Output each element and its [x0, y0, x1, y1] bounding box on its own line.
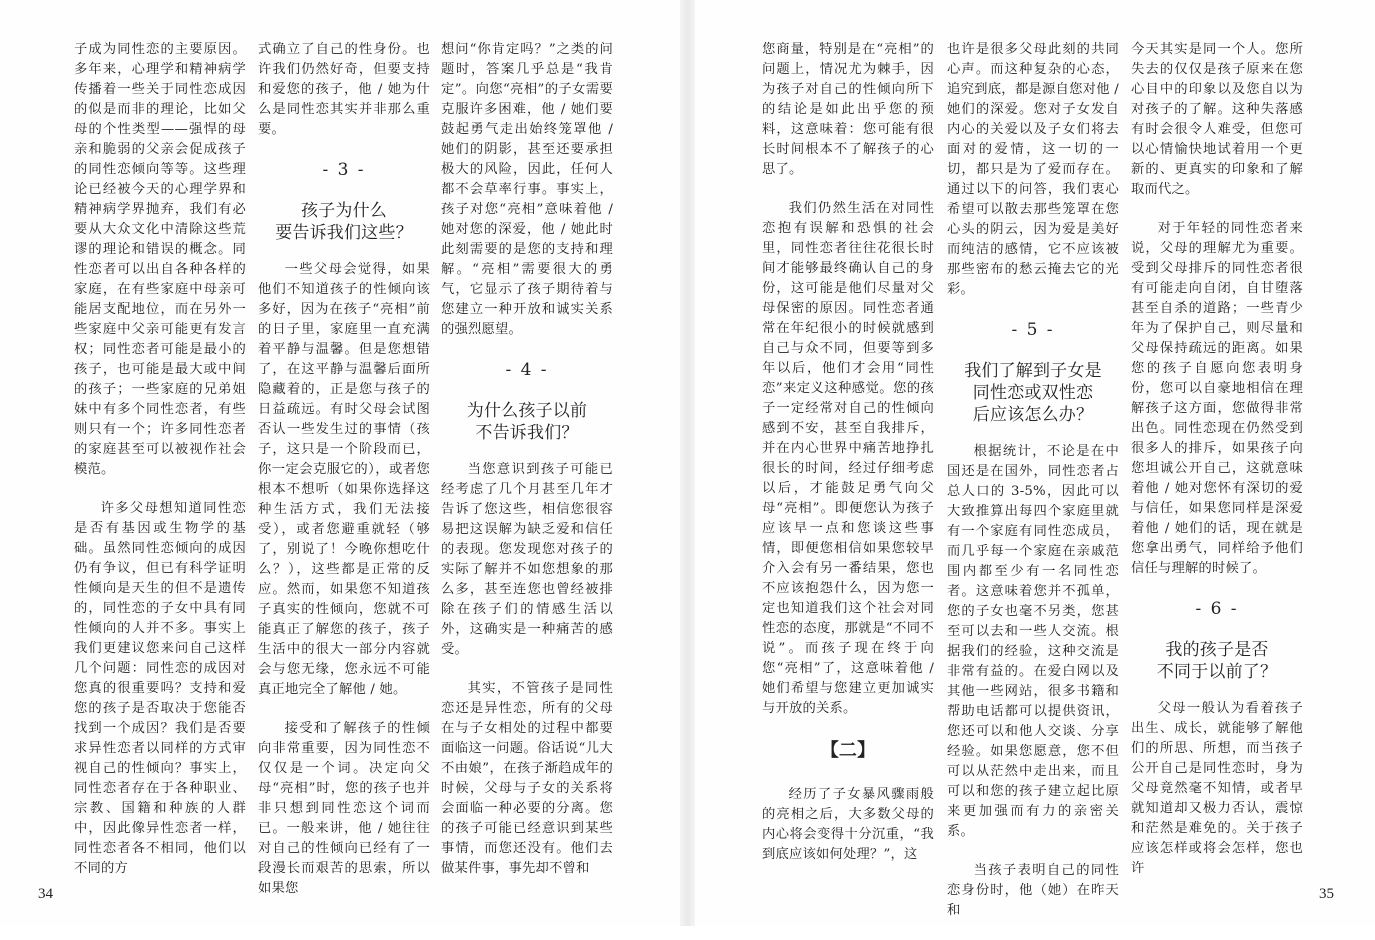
section-title-line: 不告诉我们？ [475, 423, 579, 443]
paragraph: 一些父母会觉得，如果他们不知道孩子的性倾向该多好，因为在孩子“亮相”前的日子里，家庭里一直充满着平静与温馨。但是您想错了，在这平静与温馨后面所隐藏着的，正是您与孩子的日益疏远。有时父母会试图否认一些发生过的事情（孩子，这只是一个阶段而已，你一定会克服它的），或者您根本不想听（如果你选择这种生活方式，我们无法接受），或者您避重就轻（够了，别说了！今晚你想吃什么？），这些都是正常的反应。然而，如果您不知道孩子真实的性倾向，您就不可能真正了解您的孩子，孩子生活中的很大一部分内容就会与您无缘，您永远不可能真正地完全了解他 / 她。 [258, 262, 430, 697]
paragraph: 父母一般认为看着孩子出生、成长，就能够了解他们的所思、所想，而当孩子公开自己是同性恋时，身为父母竟然毫不知情，或者早就知道却又极力否认，震惊和茫然是难免的。关于孩子应该怎样或将会怎样，您也许 [1131, 701, 1303, 876]
section-title-line: 不同于以前了？ [1156, 662, 1278, 682]
section-title-line: 为什么孩子以前 [466, 401, 588, 421]
paragraph: 想问“你肯定吗？”之类的问题时，答案几乎总是“我肯定”。向您“亮相”的子女需要克服许多困难，他 / 她们要鼓起勇气走出始终笼罩他 / 她们的阴影，甚至还要承担极大的风险，因此，任何人都不会草率行事。事实上，孩子对您“亮相”意味着他 / 她对您的深爱，他 / 她此时此刻需要的是您的支持和理解。“亮相”需要很大的勇气，它显示了孩子期待着与您建立一种开放和诚实关系的强烈愿望。 [441, 42, 613, 337]
section-title-line: 后应该怎么办？ [972, 405, 1094, 425]
column-3 [441, 40, 613, 898]
paragraph: 当孩子表明自己的同性恋身份时，他（她）在昨天和 [947, 863, 1119, 918]
paragraph: 对于年轻的同性恋者来说，父母的理解尤为重要。受到父母排斥的同性恋者很有可能走向自闭，自甘堕落甚至自杀的道路；一些青少年为了保护自己，则尽量和父母保持疏远的距离。如果您的孩子自愿向您表明身份，您可以自豪地相信在理解孩子这方面，您做得非常出色。同性恋现在仍然受到很多人的排斥，如果孩子向您坦诚公开自己，这就意味着他 / 她对您怀有深切的爱与信任，如果您同样是深爱着他 / 她们的话，现在就是您拿出勇气，同样给予他们信任与理解的时候了。 [1131, 221, 1303, 576]
column-6 [1131, 40, 1303, 898]
paragraph: 当您意识到孩子可能已经考虑了几个月甚至几年才告诉了您这些，相信您很容易把这误解为缺乏爱和信任的表现。您发现您对孩子的实际了解并不如您想象的那么多，甚至连您也曾经被排除在孩子们的情感生活以外，这确实是一种痛苦的感受。 [441, 462, 613, 657]
column-1 [74, 40, 246, 898]
section-number: - 4 - [505, 360, 549, 380]
section-title-line: 孩子为什么 [301, 201, 387, 221]
section-title [258, 200, 430, 244]
section-number: - 6 - [1195, 599, 1239, 619]
paragraph: 今天其实是同一个人。您所失去的仅仅是孩子原来在您心目中的印象以及您自以为对孩子的了解。这种失落感有时会很令人难受，但您可以心情愉快地试着用一个更新的、更真实的印象和了解取而代之。 [1131, 42, 1303, 197]
section-number: - 3 - [322, 160, 366, 180]
section-title [1131, 639, 1303, 683]
section-title-line: 同性恋或双性恋 [972, 383, 1094, 403]
section-bracket-heading: 【二】 [820, 740, 876, 761]
paragraph: 经历了子女暴风骤雨般的亮相之后，大多数父母的内心将会变得十分沉重，“我到底应该如何处理？”，这 [762, 787, 934, 862]
column-5 [947, 40, 1119, 940]
paragraph: 也许是很多父母此刻的共同心声。而这种复杂的心态，追究到底，都是源自您对他 / 她们的深爱。您对子女发自内心的关爱以及子女们将去面对的爱情，这一切的一切，都只是为了爱而存在。通过以下的问答，我们衷心希望可以散去那些笼罩在您心头的阴云，因为爱是美好而纯洁的感情，它不应该被那些密布的愁云掩去它的光彩。 [947, 42, 1119, 297]
section-title-line: 我们了解到子女是 [964, 361, 1102, 381]
column-4 [762, 40, 934, 884]
page-number-left: 34 [38, 886, 53, 902]
paragraph: 根据统计，不论是在中国还是在国外，同性恋者占总人口的 3-5%，因此可以大致推算出每四个家庭里就有一个家庭有同性恋成员，而几乎每一个家庭在亲戚范围内都至少有一名同性恋者。这意味着您并不孤单，您的子女也毫不另类，您甚至可以去和一些人交流。根据我们的经验，这种交流是非常有益的。在爱白网以及其他一些网站，很多书籍和帮助电话都可以提供资讯，您还可以和他人交谈、分享经验。如果您愿意，您不但可以从茫然中走出来，而且可以和您的孩子建立起比原来更加强而有力的亲密关系。 [947, 444, 1119, 839]
page-number-right: 35 [1319, 886, 1334, 902]
section-title-line: 我的孩子是否 [1165, 640, 1269, 660]
section-number: - 5 - [1011, 320, 1055, 340]
paragraph: 许多父母想知道同性恋是否有基因或生物学的基础。虽然同性恋倾向的成因仍有争议，但已有科学证明性倾向是天生的但不是遗传的，同性恋的子女中具有同性倾向的人并不多。事实上我们更建议您来问自己这样几个问题：同性恋的成因对您真的很重要吗？支持和爱您的孩子是否取决于您能否找到一个成因？我们是否要求异性恋者以同样的方式审视自己的性倾向？事实上，同性恋者存在于各种职业、宗教、国籍和种族的人群中，因此像异性恋者一样，同性恋者各不相同，他们以不同的方 [74, 501, 246, 876]
paragraph: 我们仍然生活在对同性恋抱有误解和恐惧的社会里，同性恋者往往花很长时间才能够最终确认自己的身份，这可能是他们尽量对父母保密的原因。同性恋者通常在年纪很小的时候就感到自己与众不同，但要等到多年以后，他们才会用“同性恋”来定义这种感觉。您的孩子一定经常对自己的性倾向感到不安，甚至自我排斥，并在内心世界中痛苦地挣扎很长的时间，经过仔细考虑以后，才能鼓足勇气向父母“亮相”。即便您认为孩子应该早一点和您谈这些事情，即便您相信如果您较早介入会有另一番结果，您也不应该抱怨什么，因为您一定也知道我们这个社会对同性恋的态度，那就是“不同不说”。而孩子现在终于向您“亮相”了，这意味着他 / 她们希望与您建立更加诚实与开放的关系。 [762, 201, 934, 716]
paragraph: 接受和了解孩子的性倾向非常重要，因为同性恋不仅仅是一个词。决定向父母“亮相”时，您的孩子也并非只想到同性恋这个词而已。一般来讲，他 / 她往往对自己的性倾向已经有了一段漫长而艰苦的思索，所以如果您 [258, 721, 430, 896]
paragraph: 子成为同性恋的主要原因。多年来，心理学和精神病学传播着一些关于同性恋成因的似是而非的理论，比如父母的个性类型——强悍的母亲和脆弱的父亲会促成孩子的同性恋倾向等等。这些理论已经被今天的心理学界和精神病学界抛弃，我们有必要从大众文化中清除这些荒谬的理论和错误的概念。同性恋者可以出自各种各样的家庭，在有些家庭中母亲可能居支配地位，而在另外一些家庭中父亲可能更有发言权；同性恋者可能是最小的孩子，也可能是最大或中间的孩子；一些家庭的兄弟姐妹中有多个同性恋者，有些则只有一个；许多同性恋者的家庭甚至可以被视作社会模范。 [74, 42, 246, 477]
paragraph: 您商量，特别是在“亮相”的问题上，情况尤为棘手，因为孩子对自己的性倾向所下的结论是如此出乎您的预料，这意味着：您可能有很长时间根本不了解孩子的心思了。 [762, 42, 934, 177]
section-title [947, 360, 1119, 426]
column-2 [258, 40, 430, 918]
left-page [0, 0, 680, 926]
book-gutter [680, 0, 695, 926]
section-title [441, 400, 613, 444]
section-title-line: 要告诉我们这些？ [275, 223, 413, 243]
paragraph: 式确立了自己的性身份。也许我们仍然好奇，但要支持和爱您的孩子，他 / 她为什么是同性恋其实并非那么重要。 [258, 42, 430, 137]
paragraph: 其实，不管孩子是同性恋还是异性恋，所有的父母在与子女相处的过程中都要面临这一问题。俗话说“儿大不由娘”，在孩子渐趋成年的时候，父母与子女的关系将会面临一种必要的分离。您的孩子可能已经意识到某些事情，而您还没有。他们去做某件事，事先却不曾和 [441, 681, 613, 876]
right-page [695, 0, 1375, 926]
